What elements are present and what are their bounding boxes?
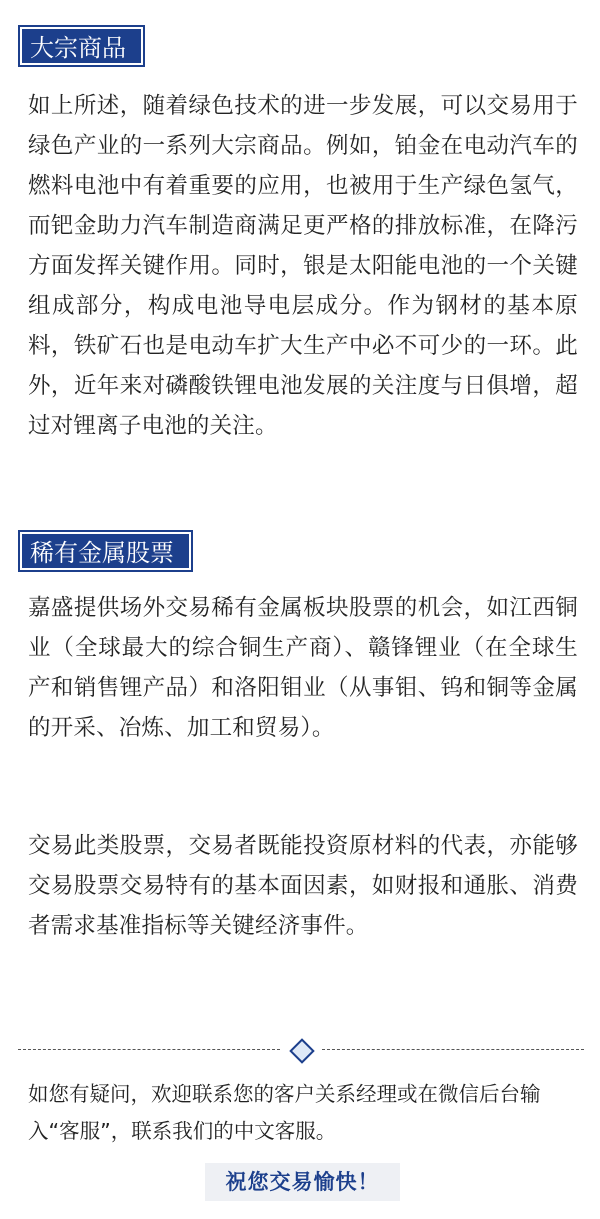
- commodities-paragraph: 如上所述，随着绿色技术的进一步发展，可以交易用于绿色产业的一系列大宗商品。例如，铂金在电动汽车的燃料电池中有着重要的应用，也被用于生产绿色氢气，而钯金助力汽车制造商满足更严格的排放标准，在降污方面发挥关键作用。同时，银是太阳能电池的一个关键组成部分，构成电池导电层成分。作为钢材的基本原料，铁矿石也是电动车扩大生产中必不可少的一环。此外，近年来对磷酸铁锂电池发展的关注度与日俱增，超过对锂离子电池的关注。: [28, 93, 578, 439]
- signoff-text: 祝您交易愉快！: [225, 1170, 380, 1194]
- section-heading-commodities: 大宗商品: [18, 25, 145, 67]
- section-divider: [18, 1040, 584, 1060]
- diamond-icon: [289, 1038, 314, 1063]
- rare-metal-stocks-paragraph-2: 交易此类股票，交易者既能投资原材料的代表，亦能够交易股票交易特有的基本面因素，如财报和通胀、消费者需求基准指标等关键经济事件。: [28, 833, 578, 939]
- divider-line-left: [18, 1049, 280, 1050]
- contact-info-text: 如您有疑问，欢迎联系您的客户关系经理或在微信后台输入“客服”，联系我们的中文客服。: [28, 1082, 541, 1143]
- divider-line-right: [322, 1049, 584, 1050]
- section-heading-rare-metal-stocks: 稀有金属股票: [18, 530, 193, 572]
- signoff-banner: [205, 1163, 400, 1201]
- rare-metal-stocks-paragraph-1: 嘉盛提供场外交易稀有金属板块股票的机会，如江西铜业（全球最大的综合铜生产商）、赣锋锂业（在全球生产和销售锂产品）和洛阳钼业（从事钼、钨和铜等金属的开采、冶炼、加工和贸易）。: [28, 595, 578, 741]
